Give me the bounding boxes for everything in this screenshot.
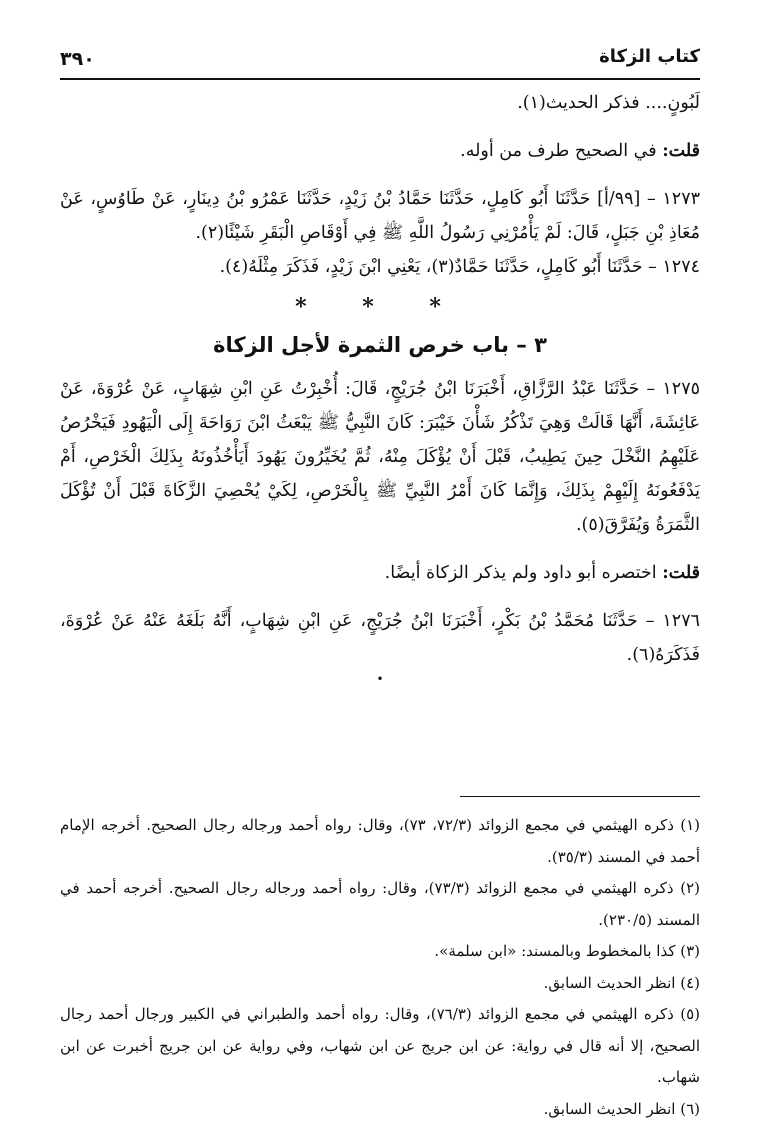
- hadith-1276: ١٢٧٦ – حَدَّثَنَا مُحَمَّدُ بْنُ بَكْرٍ، أَخْبَرَنَا ابْنُ جُرَيْجٍ، عَنِ ابْنِ شِهَابٍ، أَنَّهُ بَلَغَهُ عَنْهُ عَنْ عُرْوَةَ، فَذَكَرَهُ(٦).: [60, 604, 700, 672]
- document-page: [60, 36, 700, 1072]
- book-title: كتاب الزكاة: [599, 46, 700, 67]
- note-label: قلت:: [662, 141, 700, 161]
- stray-dot: •: [60, 672, 700, 686]
- page-header: [60, 36, 700, 76]
- hadith-1274: ١٢٧٤ – حَدَّثَنَا أَبُو كَامِلٍ، حَدَّثَنَا حَمَّادٌ(٣)، يَعْنِي ابْنَ زَيْدٍ، فَذَكَرَ مِثْلَهُ(٤).: [60, 250, 700, 284]
- footnote-3: (٣) كذا بالمخطوط وبالمسند: «ابن سلمة».: [60, 936, 700, 968]
- page-number: ٣٩٠: [60, 48, 95, 70]
- hadith-1273: ١٢٧٣ – [٩٩/أ] حَدَّثَنَا أَبُو كَامِلٍ، حَدَّثَنَا حَمَّادُ بْنُ زَيْدٍ، حَدَّثَنَا عَمْرُو بْنُ دِينَارٍ، عَنْ طَاوُسٍ، عَنْ مُعَاذِ بْنِ جَبَلٍ، قَالَ: لَمْ يَأْمُرْنِي رَسُولُ اللَّهِ ﷺ فِي أَوْقَاصِ الْبَقَرِ شَيْئًا(٢).: [60, 182, 700, 250]
- footnote-rule: [460, 796, 700, 797]
- hadith-1275: ١٢٧٥ – حَدَّثَنَا عَبْدُ الرَّزَّاقِ، أَخْبَرَنَا ابْنُ جُرَيْجٍ، قَالَ: أُخْبِرْتُ عَنِ ابْنِ شِهَابٍ، عَنْ عُرْوَةَ، عَنْ عَائِشَةَ، أَنَّهَا قَالَتْ وَهِيَ تَذْكُرُ شَأْنَ خَيْبَرَ: كَانَ النَّبِيُّ ﷺ يَبْعَثُ ابْنَ رَوَاحَةَ إِلَى الْيَهُودِ فَيَخْرُصُ عَلَيْهِمُ النَّخْلَ حِينَ يَطِيبُ، قَبْلَ أَنْ يُؤْكَلَ مِنْهُ، ثُمَّ يُخَيِّرُونَ يَهُودَ أَيَأْخُذُونَهُ بِذَلِكَ الْخَرْصِ، أَمْ يَدْفَعُونَهُ إِلَيْهِمْ بِذَلِكَ، وَإِنَّمَا كَانَ أَمْرُ النَّبِيِّ ﷺ بِالْخَرْصِ، لِكَيْ يُحْصِيَ الزَّكَاةَ قَبْلَ أَنْ تُؤْكَلَ الثَّمَرَةُ وَيُفَرَّقَ(٥).: [60, 372, 700, 542]
- paragraph-continuation: لَبُونٍ.... فذكر الحديث(١).: [60, 86, 700, 120]
- footnotes: [60, 810, 700, 1125]
- footnote-1: (١) ذكره الهيثمي في مجمع الزوائد (٧٢/٣، ٧٣)، وقال: رواه أحمد ورجاله رجال الصحيح. أخرجه الإمام أحمد في المسند (٣٥/٣).: [60, 810, 700, 873]
- note-label: قلت:: [662, 563, 700, 583]
- paragraph-note-1: [60, 134, 700, 168]
- section-separator: * * *: [60, 290, 700, 324]
- footnote-6: (٦) انظر الحديث السابق.: [60, 1094, 700, 1125]
- footnote-2: (٢) ذكره الهيثمي في مجمع الزوائد (٧٣/٣)، وقال: رواه أحمد ورجاله رجال الصحيح. أخرجه أحمد في المسند (٢٣٠/٥).: [60, 873, 700, 936]
- header-rule: [60, 78, 700, 80]
- note-text: اختصره أبو داود ولم يذكر الزكاة أيضًا.: [385, 563, 657, 583]
- footnote-5: (٥) ذكره الهيثمي في مجمع الزوائد (٧٦/٣)، وقال: رواه أحمد والطبراني في الكبير ورجال أحمد رجال الصحيح، إلا أنه قال في رواية: عن ابن جريج عن ابن شهاب، وفي رواية عن ابن جريج أخبرت عن ابن شهاب.: [60, 999, 700, 1094]
- footnote-4: (٤) انظر الحديث السابق.: [60, 968, 700, 1000]
- chapter-title: ٣ – باب خرص الثمرة لأجل الزكاة: [60, 328, 700, 362]
- main-text: [60, 86, 700, 686]
- note-text: في الصحيح طرف من أوله.: [460, 141, 656, 161]
- paragraph-note-2: [60, 556, 700, 590]
